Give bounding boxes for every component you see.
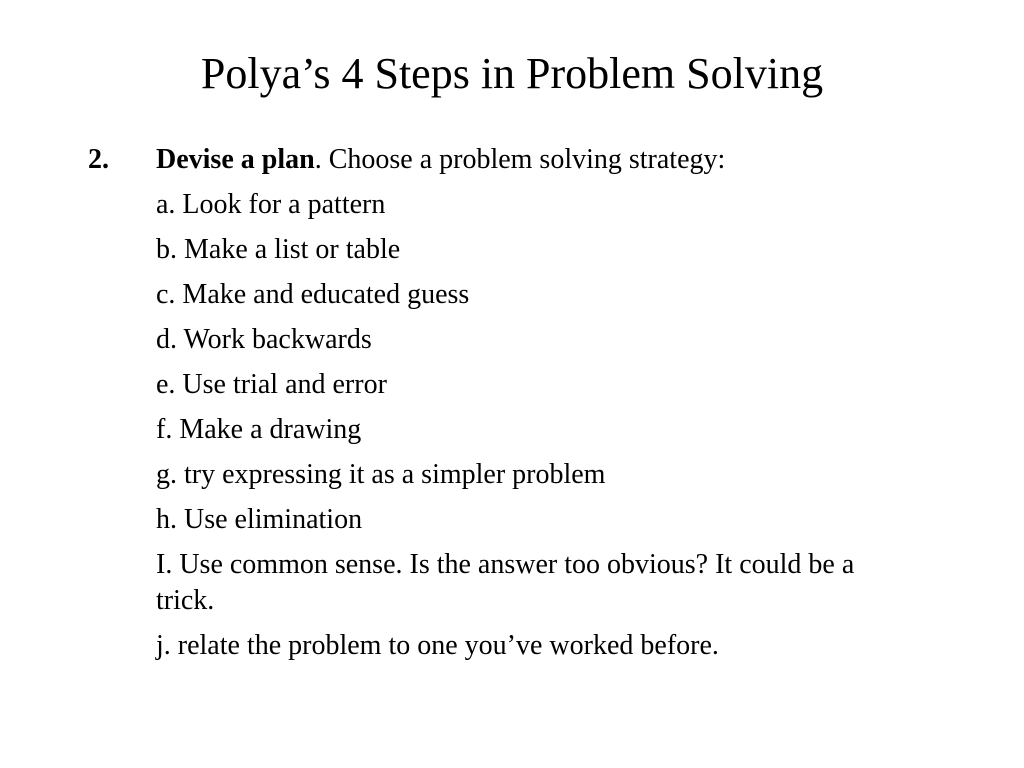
strategy-item: g. try expressing it as a simpler problem bbox=[156, 459, 606, 490]
step-intro: . Choose a problem solving strategy: bbox=[314, 144, 726, 175]
strategy-item: f. Make a drawing bbox=[156, 414, 362, 445]
step-text bbox=[156, 142, 725, 178]
strategy-item: h. Use elimination bbox=[156, 504, 363, 535]
strategy-item: c. Make and educated guess bbox=[156, 279, 470, 310]
strategy-item: b. Make a list or table bbox=[156, 234, 401, 265]
strategy-item: e. Use trial and error bbox=[156, 369, 387, 400]
strategy-list bbox=[156, 187, 896, 673]
step-number: 2. bbox=[88, 144, 109, 175]
strategy-item: I. Use common sense. Is the answer too obvious? It could be a trick. bbox=[156, 549, 855, 616]
strategy-item: j. relate the problem to one you’ve worked before. bbox=[156, 630, 719, 661]
strategy-item: d. Work backwards bbox=[156, 324, 372, 355]
slide-title: Polya’s 4 Steps in Problem Solving bbox=[200, 49, 824, 98]
step-heading: Devise a plan bbox=[156, 144, 315, 175]
strategy-item: a. Look for a pattern bbox=[156, 189, 386, 220]
